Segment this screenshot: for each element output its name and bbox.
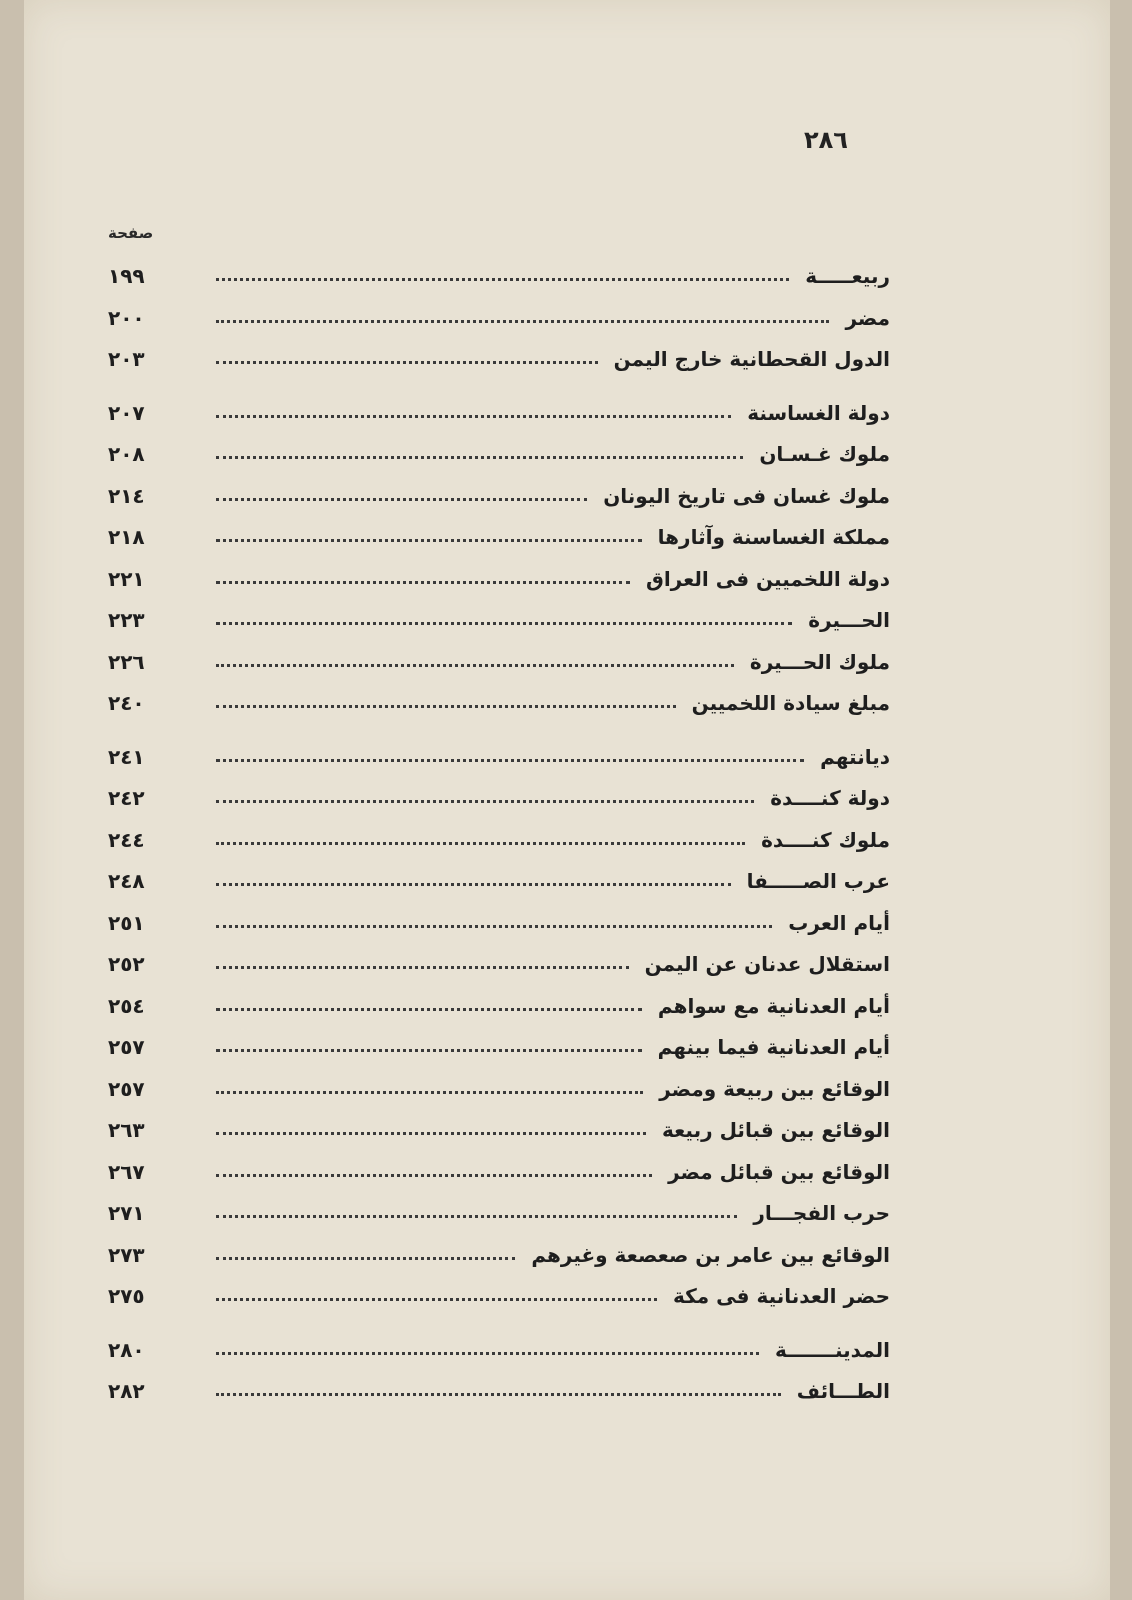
toc-entry: [108, 822, 890, 864]
toc-entry: [108, 863, 890, 905]
dot-leader: [216, 1045, 642, 1052]
toc-entry-page: ٢٠٨: [108, 442, 145, 466]
dot-leader: [216, 838, 745, 845]
toc-entry-page: ٢١٤: [108, 483, 145, 508]
dot-leader: [216, 921, 772, 928]
toc-entry: [108, 1029, 890, 1071]
toc-entry-page: ٢٢٣: [108, 608, 145, 632]
toc-entry-title: ملوك غـسـان: [759, 442, 890, 466]
toc-entry-page: ٢٥٤: [108, 993, 145, 1018]
toc-entry: [108, 1071, 890, 1113]
toc-entry: [108, 1278, 890, 1320]
toc-entry-title: الوقائع بين قبائل مضر: [668, 1159, 890, 1184]
toc-entry: [108, 1112, 890, 1154]
toc-entry: [108, 1237, 890, 1279]
toc-entry-title: أيام العرب: [788, 910, 890, 935]
toc-entry-page: ٢٨٠: [108, 1337, 145, 1362]
dot-leader: [216, 618, 792, 625]
dot-leader: [216, 411, 731, 418]
dot-leader: [216, 1294, 657, 1301]
toc-entry-page: ١٩٩: [108, 264, 145, 288]
toc-entry: [108, 1154, 890, 1196]
toc-entry-page: ٢٧٥: [108, 1284, 145, 1308]
toc-entry-page: ٢٧١: [108, 1201, 145, 1225]
toc-entry-title: حضر العدنانية فى مكة: [673, 1284, 890, 1308]
toc-entry-title: الحـــيرة: [808, 608, 890, 632]
toc-entry-title: دولة كنــــدة: [770, 786, 890, 810]
toc-entry: [108, 1195, 890, 1237]
dot-leader: [216, 577, 630, 584]
dot-leader: [216, 494, 587, 501]
toc-entry-page: ٢٦٣: [108, 1118, 145, 1142]
dot-leader: [216, 535, 642, 542]
dot-leader: [216, 274, 789, 281]
toc-entry-title: مضر: [845, 305, 890, 330]
dot-leader: [216, 1348, 759, 1355]
book-page: [24, 0, 1110, 1600]
toc-entry: [108, 685, 890, 727]
dot-leader: [216, 316, 829, 323]
dot-leader: [216, 660, 734, 667]
toc-entry-page: ٢٥٧: [108, 1035, 145, 1059]
toc-entry-page: ٢٢١: [108, 566, 145, 591]
dot-leader: [216, 796, 754, 803]
toc-entry-title: مملكة الغساسنة وآثارها: [657, 525, 890, 549]
toc-entry-page: ٢٠٣: [108, 347, 145, 371]
toc-entry: [108, 780, 890, 822]
dot-leader: [216, 701, 676, 708]
dot-leader: [216, 962, 629, 969]
dot-leader: [216, 357, 598, 364]
toc-entry-page: ٢٥١: [108, 910, 145, 935]
toc-entry: [108, 644, 890, 686]
toc-entry-title: عرب الصـــــفا: [746, 869, 890, 893]
dot-leader: [216, 1087, 643, 1094]
toc-entry-page: ٢٤٠: [108, 691, 145, 715]
page-column-label: صفحة: [108, 224, 154, 242]
toc-entry: [108, 988, 890, 1030]
toc-entry: [108, 602, 890, 644]
toc-entry-title: ملوك الحـــيرة: [749, 649, 890, 674]
toc-entry: [108, 1373, 890, 1415]
toc-entry-page: ٢٤٢: [108, 786, 145, 810]
toc-entry-title: ملوك كنــــدة: [761, 827, 890, 852]
page-number: ٢٨٦: [804, 126, 848, 154]
toc-entry-title: حرب الفجـــار: [753, 1201, 890, 1225]
toc-entry-title: دولة اللخميين فى العراق: [645, 566, 890, 591]
toc-entry-title: المدينـــــــة: [775, 1337, 890, 1362]
toc-entry-title: ديانتهم: [820, 744, 890, 769]
toc-entry-page: ٢٤٨: [108, 869, 145, 893]
dot-leader: [216, 452, 743, 459]
dot-leader: [216, 1004, 642, 1011]
dot-leader: [216, 879, 731, 886]
toc-entry-title: الوقائع بين عامر بن صعصعة وغيرهم: [531, 1242, 890, 1267]
toc-entry: [108, 478, 890, 520]
toc-entry-title: أيام العدنانية مع سواهم: [657, 993, 890, 1018]
toc-entry-page: ٢٥٧: [108, 1076, 145, 1101]
toc-entry-page: ٢٢٦: [108, 649, 145, 674]
toc-entry-title: استقلال عدنان عن اليمن: [644, 952, 890, 976]
toc-entry-page: ٢٧٣: [108, 1242, 145, 1267]
toc-entry: [108, 300, 890, 342]
dot-leader: [216, 755, 804, 762]
toc-entry: [108, 1332, 890, 1374]
toc-entry-title: ربيعـــــة: [805, 264, 890, 288]
dot-leader: [216, 1389, 781, 1396]
toc-entry-page: ٢٠٧: [108, 400, 145, 425]
toc-entry: [108, 436, 890, 478]
toc-entry-page: ٢٤١: [108, 744, 145, 769]
toc-entry-page: ٢٤٤: [108, 827, 145, 852]
dot-leader: [216, 1211, 737, 1218]
toc-entry-page: ٢٨٢: [108, 1379, 145, 1403]
toc-entry-title: مبلغ سيادة اللخميين: [691, 691, 890, 715]
toc-entry: [108, 341, 890, 383]
toc-entry-page: ٢٥٢: [108, 952, 145, 976]
dot-leader: [216, 1170, 652, 1177]
toc-entry-title: الوقائع بين قبائل ربيعة: [662, 1118, 890, 1142]
toc-entry: [108, 519, 890, 561]
toc-entry-page: ٢٦٧: [108, 1159, 145, 1184]
dot-leader: [216, 1128, 646, 1135]
toc-entry: [108, 905, 890, 947]
toc-entry-page: ٢١٨: [108, 525, 145, 549]
toc-entry-title: الطـــائف: [796, 1379, 890, 1403]
toc-entry: [108, 258, 890, 300]
toc-entry-page: ٢٠٠: [108, 305, 145, 330]
table-of-contents: [108, 258, 890, 1415]
toc-entry: [108, 561, 890, 603]
dot-leader: [216, 1253, 515, 1260]
toc-entry-title: أيام العدنانية فيما بينهم: [657, 1035, 890, 1059]
toc-entry-title: الدول القحطانية خارج اليمن: [613, 347, 890, 371]
toc-entry: [108, 395, 890, 437]
toc-entry-title: ملوك غسان فى تاريخ اليونان: [603, 483, 890, 508]
toc-entry-title: الوقائع بين ربيعة ومضر: [659, 1076, 890, 1101]
toc-entry: [108, 739, 890, 781]
toc-entry: [108, 946, 890, 988]
toc-entry-title: دولة الغساسنة: [747, 400, 890, 425]
